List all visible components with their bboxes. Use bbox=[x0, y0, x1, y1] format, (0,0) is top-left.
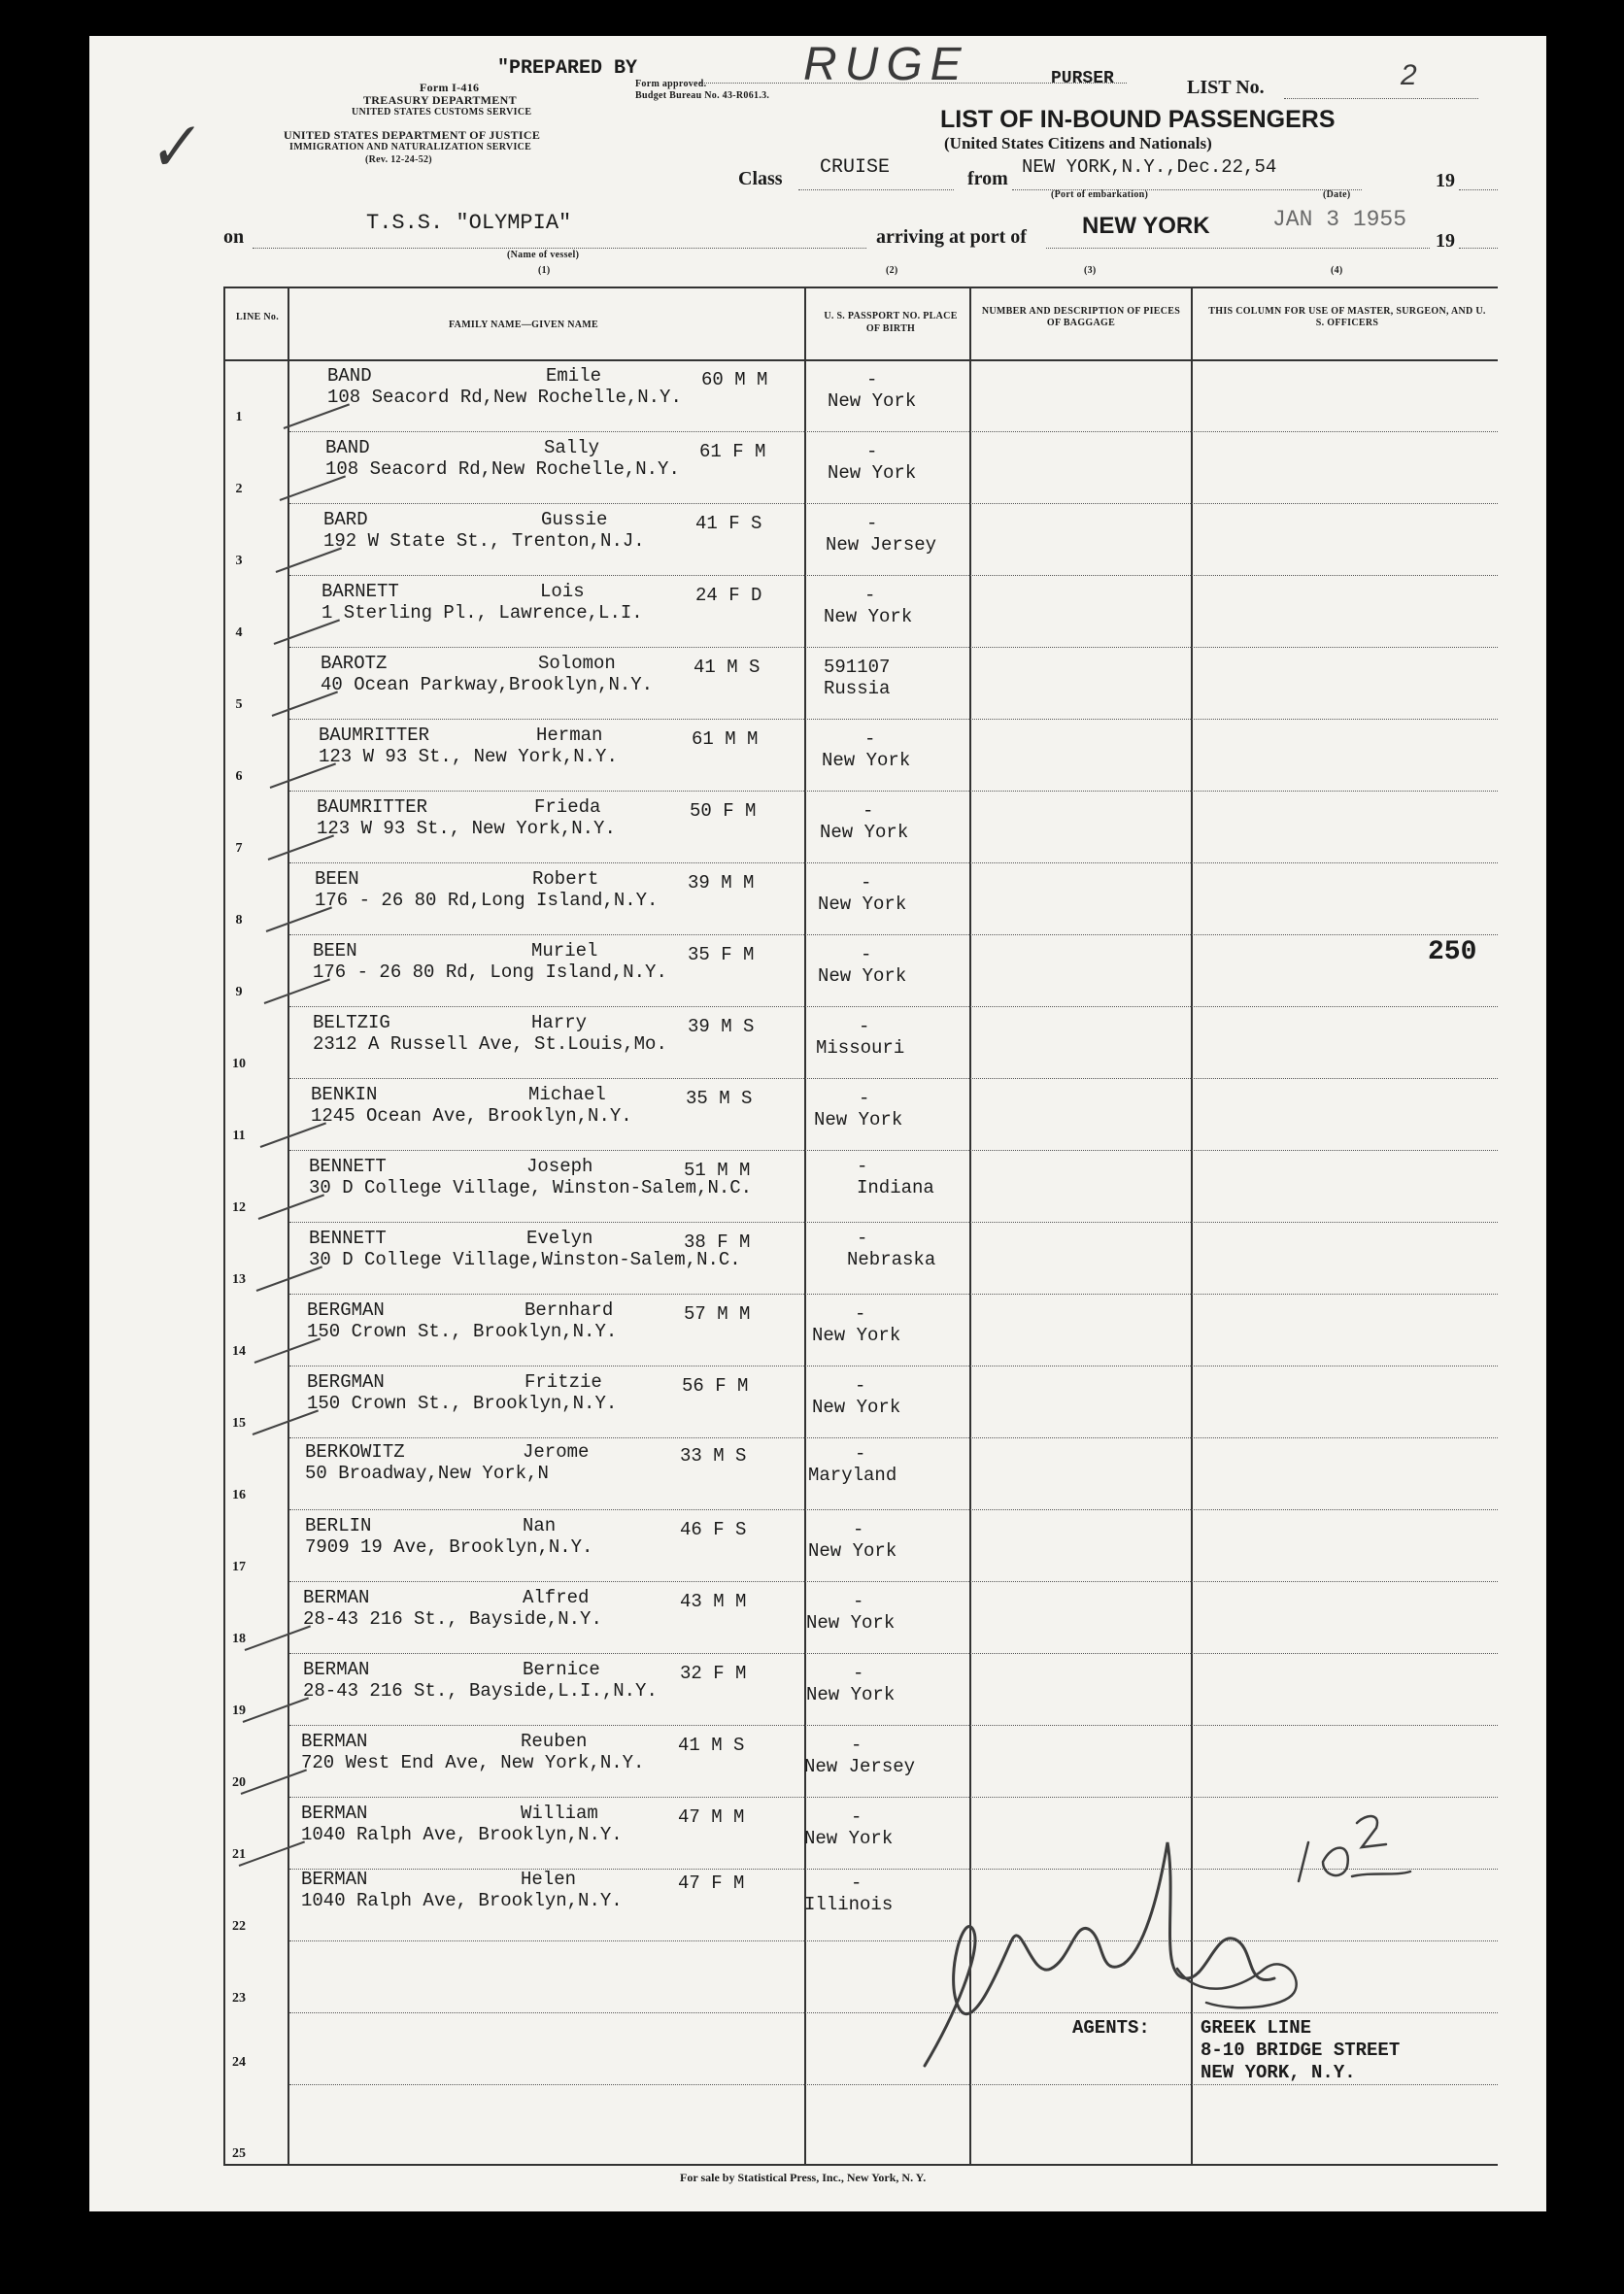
given-name: Harry bbox=[531, 1012, 588, 1033]
vessel-name-value: T.S.S. "OLYMPIA" bbox=[366, 211, 572, 235]
given-name: Gussie bbox=[541, 509, 608, 530]
address: 28-43 216 St., Bayside,L.I.,N.Y. bbox=[303, 1680, 658, 1702]
age-sex-status: 39 M M bbox=[688, 872, 755, 894]
place-of-birth: New York bbox=[824, 606, 913, 627]
family-name: BERGMAN bbox=[307, 1371, 385, 1393]
family-name: BENNETT bbox=[309, 1228, 387, 1249]
place-of-birth: New York bbox=[812, 1397, 901, 1418]
baggage-header: NUMBER AND DESCRIPTION OF PIECES OF BAGGAGE bbox=[981, 306, 1181, 328]
line-number: 14 bbox=[232, 1344, 246, 1359]
given-name: Muriel bbox=[531, 940, 598, 961]
given-name: Lois bbox=[540, 581, 585, 602]
address: 720 West End Ave, New York,N.Y. bbox=[301, 1752, 645, 1773]
age-sex-status: 41 M S bbox=[694, 657, 761, 678]
passport-number: - bbox=[866, 441, 878, 462]
place-of-birth: New York bbox=[812, 1325, 901, 1346]
year-label-1: 19 bbox=[1436, 170, 1455, 191]
class-value: CRUISE bbox=[820, 156, 891, 179]
address: 1040 Ralph Ave, Brooklyn,N.Y. bbox=[301, 1824, 623, 1845]
address: 40 Ocean Parkway,Brooklyn,N.Y. bbox=[321, 674, 654, 695]
age-sex-status: 32 F M bbox=[680, 1663, 747, 1684]
age-sex-status: 43 M M bbox=[680, 1591, 747, 1612]
age-sex-status: 47 F M bbox=[678, 1872, 745, 1894]
line-number: 4 bbox=[235, 625, 243, 640]
place-of-birth: Maryland bbox=[808, 1465, 897, 1486]
passport-number: - bbox=[863, 800, 874, 822]
address: 176 - 26 80 Rd,Long Island,N.Y. bbox=[315, 890, 659, 911]
age-sex-status: 61 F M bbox=[699, 441, 766, 462]
place-of-birth: New York bbox=[814, 1109, 903, 1130]
immigration-service: IMMIGRATION AND NATURALIZATION SERVICE bbox=[289, 142, 532, 152]
passport-number: - bbox=[857, 1228, 868, 1249]
family-name: BERMAN bbox=[301, 1731, 368, 1752]
age-sex-status: 41 M S bbox=[678, 1735, 745, 1756]
age-sex-status: 24 F D bbox=[695, 585, 762, 606]
line-number: 20 bbox=[232, 1775, 246, 1790]
line-number: 9 bbox=[235, 985, 243, 999]
given-name: Emile bbox=[546, 365, 602, 387]
line-number: 19 bbox=[232, 1704, 246, 1718]
agents-line-1: GREEK LINE bbox=[1201, 2017, 1312, 2039]
given-name: Frieda bbox=[534, 796, 601, 818]
given-name: Herman bbox=[536, 725, 603, 746]
form-number: Form I-416 bbox=[420, 81, 480, 94]
date-caption: (Date) bbox=[1323, 189, 1351, 200]
age-sex-status: 47 M M bbox=[678, 1806, 745, 1828]
given-name: Evelyn bbox=[526, 1228, 593, 1249]
place-of-birth: Missouri bbox=[816, 1037, 905, 1059]
agents-line-2: 8-10 BRIDGE STREET bbox=[1201, 2040, 1401, 2061]
passport-number: - bbox=[851, 1872, 863, 1894]
passport-number: - bbox=[866, 513, 878, 534]
line-number: 8 bbox=[235, 913, 243, 928]
family-name: BELTZIG bbox=[313, 1012, 390, 1033]
age-sex-status: 51 M M bbox=[684, 1160, 751, 1181]
address: 50 Broadway,New York,N bbox=[305, 1463, 549, 1484]
age-sex-status: 61 M M bbox=[692, 728, 759, 750]
passport-number: - bbox=[859, 1088, 870, 1109]
family-name: BEEN bbox=[315, 868, 359, 890]
line-number: 7 bbox=[235, 841, 243, 856]
prepared-by-label: "PREPARED BY bbox=[497, 57, 638, 80]
address: 1 Sterling Pl., Lawrence,L.I. bbox=[321, 602, 643, 624]
passport-number: - bbox=[859, 1016, 870, 1037]
given-name: Solomon bbox=[538, 653, 616, 674]
line-number: 25 bbox=[232, 2146, 246, 2161]
given-name: William bbox=[521, 1803, 598, 1824]
line-number: 22 bbox=[232, 1919, 246, 1934]
from-label: from bbox=[967, 168, 1008, 189]
passport-number: - bbox=[853, 1663, 864, 1684]
given-name: Bernhard bbox=[524, 1299, 614, 1321]
family-name: BAUMRITTER bbox=[317, 796, 428, 818]
family-name: BERMAN bbox=[301, 1803, 368, 1824]
family-name: BERMAN bbox=[303, 1587, 370, 1608]
form-revision: (Rev. 12-24-52) bbox=[365, 154, 432, 165]
given-name: Michael bbox=[528, 1084, 606, 1105]
place-of-birth: New York bbox=[820, 822, 909, 843]
line-number: 18 bbox=[232, 1632, 246, 1646]
place-of-birth: Nebraska bbox=[847, 1249, 936, 1270]
passport-number: - bbox=[857, 1156, 868, 1177]
given-name: Reuben bbox=[521, 1731, 588, 1752]
place-of-birth: Indiana bbox=[857, 1177, 934, 1198]
age-sex-status: 39 M S bbox=[688, 1016, 755, 1037]
place-of-birth: New York bbox=[806, 1612, 896, 1634]
arriving-label: arriving at port of bbox=[876, 226, 1027, 248]
address: 30 D College Village,Winston-Salem,N.C. bbox=[309, 1249, 741, 1270]
line-number: 24 bbox=[232, 2055, 246, 2070]
year-label-2: 19 bbox=[1436, 230, 1455, 252]
line-number: 5 bbox=[235, 697, 243, 712]
passport-number: - bbox=[853, 1591, 864, 1612]
address: 28-43 216 St., Bayside,N.Y. bbox=[303, 1608, 602, 1630]
given-name: Sally bbox=[544, 437, 600, 458]
family-name: BAROTZ bbox=[321, 653, 388, 674]
officer-note-number: 250 bbox=[1428, 937, 1477, 967]
passport-number: - bbox=[851, 1806, 863, 1828]
address: 1040 Ralph Ave, Brooklyn,N.Y. bbox=[301, 1890, 623, 1911]
column-number-4: (4) bbox=[1331, 265, 1343, 276]
class-label: Class bbox=[738, 168, 783, 189]
place-of-birth: New York bbox=[806, 1684, 896, 1705]
department-of-justice: UNITED STATES DEPARTMENT OF JUSTICE bbox=[284, 128, 541, 142]
address: 1245 Ocean Ave, Brooklyn,N.Y. bbox=[311, 1105, 632, 1127]
passport-header: U. S. PASSPORT NO. PLACE OF BIRTH bbox=[824, 311, 958, 334]
form-approved: Form approved. bbox=[635, 79, 707, 89]
line-number: 23 bbox=[232, 1991, 246, 2006]
document-title: LIST OF IN-BOUND PASSENGERS bbox=[940, 106, 1336, 133]
family-name: BERMAN bbox=[303, 1659, 370, 1680]
port-embarkation-caption: (Port of embarkation) bbox=[1051, 189, 1149, 200]
address: 150 Crown St., Brooklyn,N.Y. bbox=[307, 1321, 618, 1342]
address: 2312 A Russell Ave, St.Louis,Mo. bbox=[313, 1033, 667, 1055]
passport-number: 591107 bbox=[824, 657, 891, 678]
age-sex-status: 35 F M bbox=[688, 944, 755, 965]
family-name: BERKOWITZ bbox=[305, 1441, 405, 1463]
age-sex-status: 46 F S bbox=[680, 1519, 747, 1540]
place-of-birth: New Jersey bbox=[804, 1756, 916, 1777]
given-name: Fritzie bbox=[524, 1371, 602, 1393]
place-of-birth: New York bbox=[808, 1540, 897, 1562]
family-name: BAND bbox=[325, 437, 370, 458]
margin-check-mark: ✓ bbox=[141, 109, 203, 186]
family-name: BERMAN bbox=[301, 1869, 368, 1890]
place-of-birth: New York bbox=[804, 1828, 894, 1849]
address: 192 W State St., Trenton,N.J. bbox=[323, 530, 645, 552]
family-name: BARNETT bbox=[321, 581, 399, 602]
line-number: 15 bbox=[232, 1416, 246, 1431]
place-of-birth: Illinois bbox=[804, 1894, 894, 1915]
passport-number: - bbox=[861, 872, 872, 894]
age-sex-status: 60 M M bbox=[701, 369, 768, 390]
address: 150 Crown St., Brooklyn,N.Y. bbox=[307, 1393, 618, 1414]
family-name: BAND bbox=[327, 365, 372, 387]
arrival-date-stamp: JAN 3 1955 bbox=[1272, 207, 1407, 232]
port-of-embarkation-value: NEW YORK,N.Y.,Dec.22,54 bbox=[1022, 156, 1277, 178]
prepared-by-signature: RUGE bbox=[803, 39, 969, 90]
line-number: 10 bbox=[232, 1057, 246, 1071]
column-number-2: (2) bbox=[886, 265, 898, 276]
given-name: Joseph bbox=[526, 1156, 593, 1177]
passport-number: - bbox=[853, 1519, 864, 1540]
officers-header: THIS COLUMN FOR USE OF MASTER, SURGEON, AND U. S. OFFICERS bbox=[1208, 306, 1486, 328]
address: 7909 19 Ave, Brooklyn,N.Y. bbox=[305, 1536, 593, 1558]
treasury-department: TREASURY DEPARTMENT bbox=[363, 93, 517, 107]
passport-number: - bbox=[855, 1375, 866, 1397]
age-sex-status: 35 M S bbox=[686, 1088, 753, 1109]
purser-label: PURSER bbox=[1051, 69, 1114, 88]
document-subtitle: (United States Citizens and Nationals) bbox=[944, 134, 1212, 152]
line-number: 3 bbox=[235, 554, 243, 568]
family-name: BERLIN bbox=[305, 1515, 372, 1536]
passport-number: - bbox=[855, 1303, 866, 1325]
given-name: Nan bbox=[523, 1515, 557, 1536]
address: 30 D College Village, Winston-Salem,N.C. bbox=[309, 1177, 753, 1198]
line-number: 17 bbox=[232, 1560, 246, 1574]
agents-label: AGENTS: bbox=[1072, 2017, 1150, 2039]
family-name: BEEN bbox=[313, 940, 357, 961]
family-name: BENKIN bbox=[311, 1084, 378, 1105]
passport-number: - bbox=[866, 369, 878, 390]
list-no-label: LIST No. bbox=[1187, 77, 1265, 98]
age-sex-status: 56 F M bbox=[682, 1375, 749, 1397]
passport-number: - bbox=[851, 1735, 863, 1756]
age-sex-status: 33 M S bbox=[680, 1445, 747, 1467]
passport-number: - bbox=[864, 728, 876, 750]
place-of-birth: New York bbox=[828, 462, 917, 484]
family-name: BENNETT bbox=[309, 1156, 387, 1177]
address: 123 W 93 St., New York,N.Y. bbox=[317, 818, 616, 839]
age-sex-status: 50 F M bbox=[690, 800, 757, 822]
agents-line-3: NEW YORK, N.Y. bbox=[1201, 2062, 1356, 2083]
given-name: Robert bbox=[532, 868, 599, 890]
family-name: BAUMRITTER bbox=[319, 725, 430, 746]
line-number: 6 bbox=[235, 769, 243, 784]
column-number-1: (1) bbox=[538, 265, 551, 276]
vessel-caption: (Name of vessel) bbox=[507, 250, 580, 260]
place-of-birth: New York bbox=[828, 390, 917, 412]
place-of-birth: New York bbox=[818, 965, 907, 987]
arrival-port-value: NEW YORK bbox=[1082, 213, 1210, 239]
line-number: 13 bbox=[232, 1272, 246, 1287]
on-label: on bbox=[223, 226, 245, 248]
passport-number: - bbox=[861, 944, 872, 965]
age-sex-status: 41 F S bbox=[695, 513, 762, 534]
line-number: 16 bbox=[232, 1488, 246, 1502]
customs-service: UNITED STATES CUSTOMS SERVICE bbox=[352, 107, 532, 118]
passport-number: - bbox=[855, 1443, 866, 1465]
family-name: BERGMAN bbox=[307, 1299, 385, 1321]
budget-bureau-number: Budget Bureau No. 43-R061.3. bbox=[635, 90, 770, 101]
place-of-birth: Russia bbox=[824, 678, 891, 699]
place-of-birth: New York bbox=[822, 750, 911, 771]
given-name: Jerome bbox=[523, 1441, 590, 1463]
address: 108 Seacord Rd,New Rochelle,N.Y. bbox=[325, 458, 680, 480]
line-number: 1 bbox=[235, 410, 243, 424]
column-number-3: (3) bbox=[1084, 265, 1097, 276]
address: 176 - 26 80 Rd, Long Island,N.Y. bbox=[313, 961, 667, 983]
line-number: 12 bbox=[232, 1200, 246, 1215]
age-sex-status: 57 M M bbox=[684, 1303, 751, 1325]
line-number: 11 bbox=[232, 1129, 246, 1143]
given-name: Bernice bbox=[523, 1659, 600, 1680]
given-name: Helen bbox=[521, 1869, 577, 1890]
line-no-header: LINE No. bbox=[235, 312, 280, 322]
given-name: Alfred bbox=[523, 1587, 590, 1608]
place-of-birth: New Jersey bbox=[826, 534, 937, 556]
age-sex-status: 38 F M bbox=[684, 1231, 751, 1253]
place-of-birth: New York bbox=[818, 894, 907, 915]
passport-number: - bbox=[864, 585, 876, 606]
address: 108 Seacord Rd,New Rochelle,N.Y. bbox=[327, 387, 682, 408]
family-name: BARD bbox=[323, 509, 368, 530]
line-number: 21 bbox=[232, 1847, 246, 1862]
line-number: 2 bbox=[235, 482, 243, 496]
list-number-handwritten: 2 bbox=[1401, 59, 1417, 91]
printer-footer: For sale by Statistical Press, Inc., New York, N. Y. bbox=[680, 2171, 927, 2184]
name-header: FAMILY NAME—GIVEN NAME bbox=[449, 320, 599, 330]
manifest-page bbox=[89, 36, 1546, 2211]
address: 123 W 93 St., New York,N.Y. bbox=[319, 746, 618, 767]
